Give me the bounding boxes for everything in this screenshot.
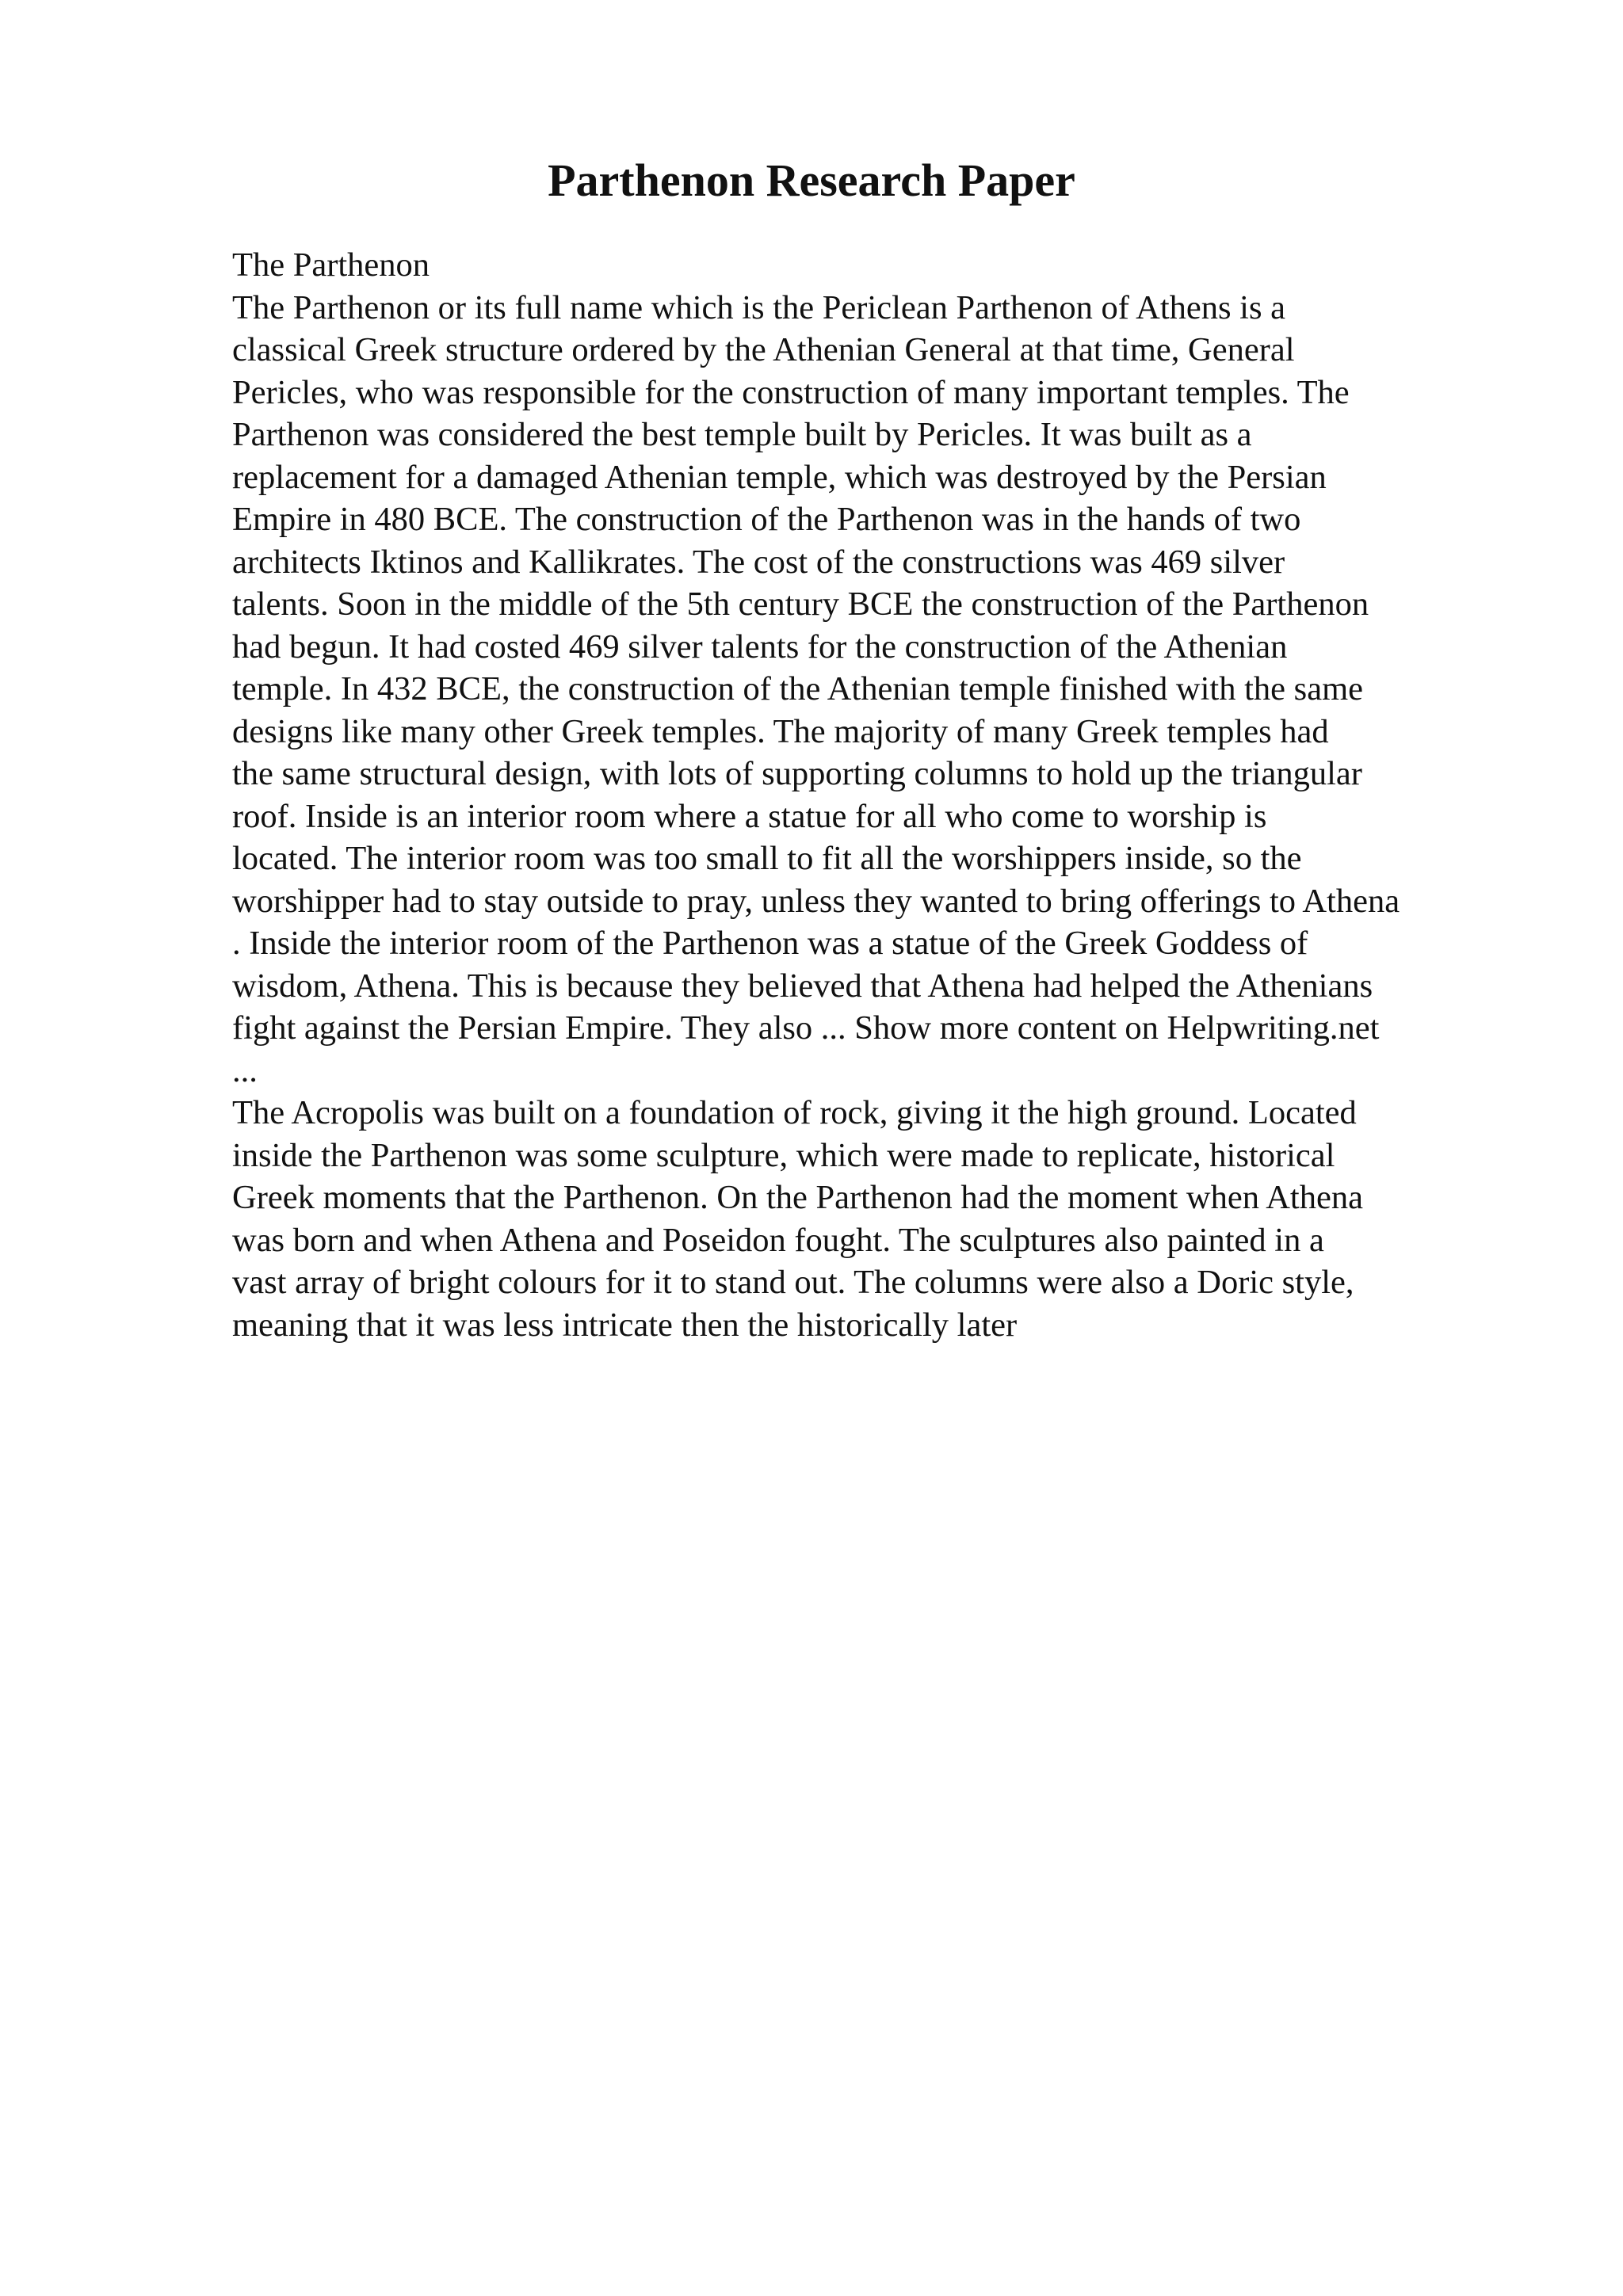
text-line: Pericles, who was responsible for the construction of many important temples. The (232, 373, 1350, 411)
text-line: Empire in 480 BCE. The construction of the Parthenon was in the hands of two (232, 501, 1301, 538)
text-line: architects Iktinos and Kallikrates. The cost of the constructions was 469 silver (232, 543, 1285, 581)
text-line: Parthenon was considered the best temple built by Pericles. It was built as a (232, 416, 1252, 453)
text-line: Greek moments that the Parthenon. On the Parthenon had the moment when Athena (232, 1179, 1363, 1216)
text-line: meaning that it was less intricate then the historically later (232, 1306, 1018, 1344)
text-line: inside the Parthenon was some sculpture, which were made to replicate, historical (232, 1136, 1335, 1174)
text-line: roof. Inside is an interior room where a statue for all who come to worship is (232, 797, 1267, 835)
text-line: wisdom, Athena. This is because they believed that Athena had helped the Athenians (232, 967, 1373, 1005)
text-line: replacement for a damaged Athenian temple, which was destroyed by the Persian (232, 458, 1327, 496)
text-line: had begun. It had costed 469 silver talents for the construction of the Athenian (232, 627, 1288, 666)
paragraph-2 (232, 1092, 1532, 1346)
document-body (232, 244, 1532, 1346)
text-line: temple. In 432 BCE, the construction of the Athenian temple finished with the same (232, 670, 1363, 707)
text-line: fight against the Persian Empire. They also ... Show more content on Helpwriting.net (232, 1009, 1380, 1047)
text-line: talents. Soon in the middle of the 5th century BCE the construction of the Parthenon (232, 585, 1369, 623)
text-line: designs like many other Greek temples. The majority of many Greek temples had (232, 712, 1329, 750)
text-line: ... (232, 1051, 258, 1089)
text-line: vast array of bright colours for it to stand out. The columns were also a Doric style, (232, 1264, 1354, 1301)
text-line: The Parthenon or its full name which is the Periclean Parthenon of Athens is a (232, 288, 1285, 326)
text-line: . Inside the interior room of the Parthenon was a statue of the Greek Goddess of (232, 925, 1308, 962)
text-line: the same structural design, with lots of supporting columns to hold up the triangular (232, 755, 1362, 792)
text-line: The Acropolis was built on a foundation of rock, giving it the high ground. Located (232, 1094, 1357, 1131)
text-line: located. The interior room was too small to fit all the worshippers inside, so the (232, 840, 1302, 877)
section-heading: The Parthenon (232, 246, 430, 284)
text-line: worshipper had to stay outside to pray, unless they wanted to bring offerings to Athena (232, 882, 1400, 920)
page-title: Parthenon Research Paper (548, 154, 1075, 206)
text-line: was born and when Athena and Poseidon fought. The sculptures also painted in a (232, 1221, 1324, 1259)
text-line: classical Greek structure ordered by the Athenian General at that time, General (232, 331, 1295, 368)
paragraph-1 (232, 287, 1532, 1093)
